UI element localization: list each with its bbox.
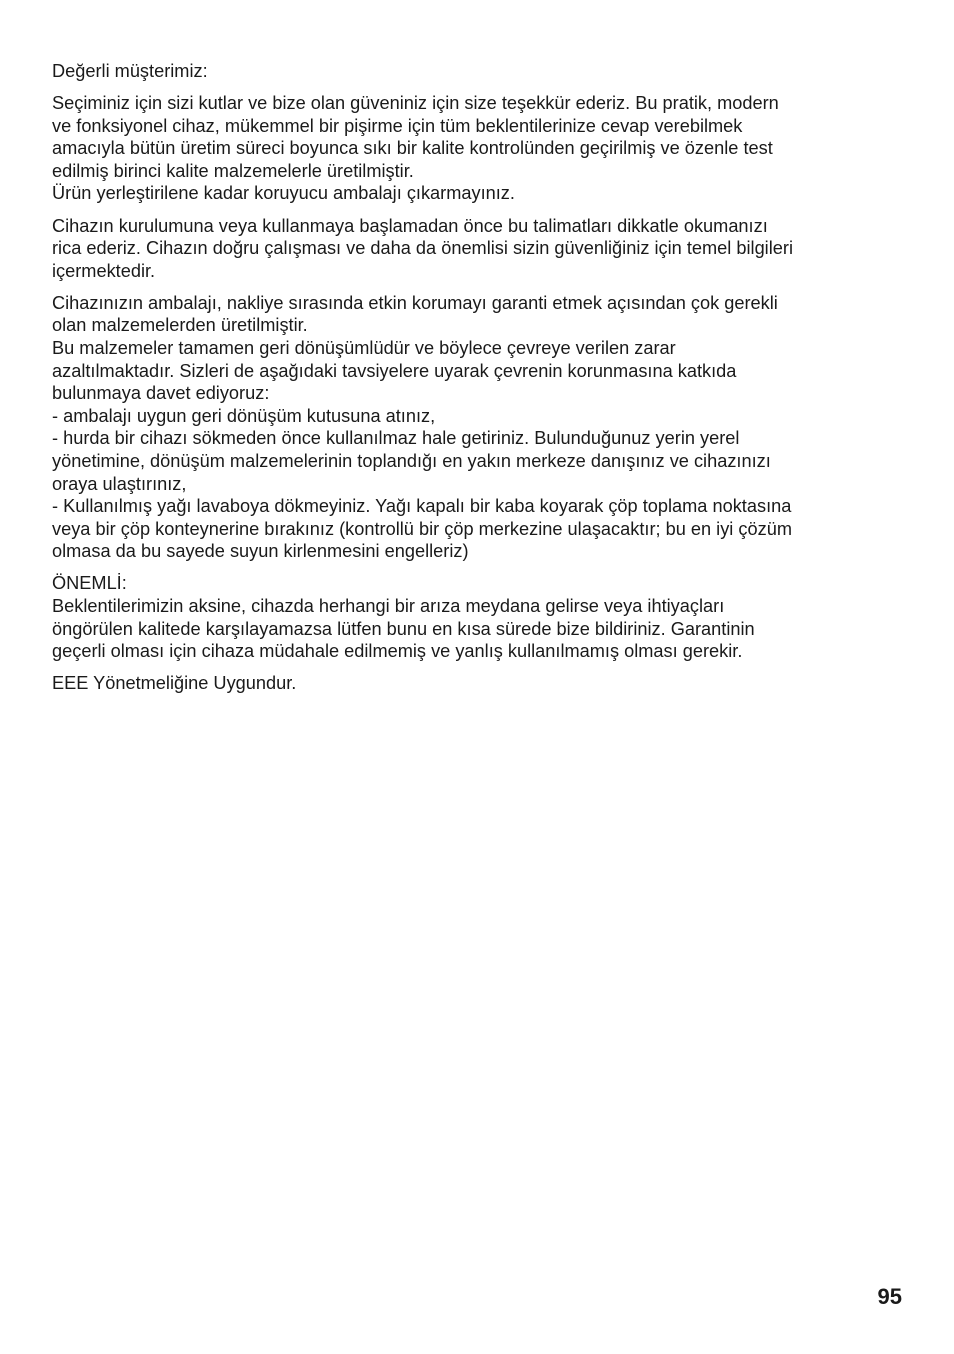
text-line: yönetimine, dönüşüm malzemelerinin toplandığı en yakın merkeze danışınız ve cihazınızı bbox=[52, 451, 771, 471]
compliance-paragraph bbox=[52, 672, 912, 695]
text-line: geçerli olması için cihaza müdahale edilmemiş ve yanlış kullanılmamış olması gerekir. bbox=[52, 641, 743, 662]
greeting-paragraph bbox=[52, 60, 912, 83]
text-line: ve fonksiyonel cihaz, mükemmel bir pişirme için tüm beklentilerinize cevap verebilmek bbox=[52, 115, 743, 136]
list-item: - hurda bir cihazı sökmeden önce kullanılmaz hale getiriniz. Bulunduğunuz yerin yerel bbox=[52, 428, 740, 449]
important-paragraph bbox=[52, 572, 912, 662]
text-line: Cihazınızın ambalajı, nakliye sırasında etkin korumayı garanti etmek açısından çok gerekli bbox=[52, 292, 778, 313]
text-line: azaltılmaktadır. Sizleri de aşağıdaki tavsiyelere uyarak çevrenin korunmasına katkıda bbox=[52, 360, 737, 381]
thanks-paragraph bbox=[52, 92, 912, 205]
text-line: olmasa da bu sayede suyun kirlenmesini engelleriz) bbox=[52, 541, 469, 562]
text-line: Ürün yerleştirilene kadar koruyucu ambalajı çıkarmayınız. bbox=[52, 183, 515, 204]
page-number: 95 bbox=[877, 1284, 902, 1309]
text-line: EEE Yönetmeliğine Uygundur. bbox=[52, 673, 297, 694]
text-line: içermektedir. bbox=[52, 260, 156, 281]
text-line: oraya ulaştırınız, bbox=[52, 473, 187, 494]
text-line: Değerli müşterimiz: bbox=[52, 61, 208, 81]
text-line: rica ederiz. Cihazın doğru çalışması ve daha da önemlisi sizin güvenliğiniz için temel bilgileri bbox=[52, 238, 793, 259]
text-line: bulunmaya davet ediyoruz: bbox=[52, 383, 270, 404]
text-line: Cihazın kurulumuna veya kullanmaya başlamadan önce bu talimatları dikkatle okumanızı bbox=[52, 215, 768, 236]
text-line: veya bir çöp konteynerine bırakınız (kontrollü bir çöp merkezine ulaşacaktır; bu en iyi çözüm bbox=[52, 518, 792, 539]
text-line: Bu malzemeler tamamen geri dönüşümlüdür ve böylece çevreye verilen zarar bbox=[52, 338, 676, 359]
document-body bbox=[52, 60, 912, 704]
text-line: amacıyla bütün üretim süreci boyunca sıkı bir kalite kontrolünden geçirilmiş ve özenle test bbox=[52, 138, 773, 159]
list-item: - ambalajı uygun geri dönüşüm kutusuna atınız, bbox=[52, 405, 436, 426]
text-line: edilmiş birinci kalite malzemelerle üretilmiştir. bbox=[52, 160, 414, 181]
text-line: Seçiminiz için sizi kutlar ve bize olan güveniniz için size teşekkür ederiz. Bu pratik, modern bbox=[52, 93, 779, 114]
text-line: öngörülen kalitede karşılayamazsa lütfen bunu en kısa sürede bize bildiriniz. Garantinin bbox=[52, 618, 755, 639]
text-line: olan malzemelerden üretilmiştir. bbox=[52, 315, 308, 336]
text-line: Beklentilerimizin aksine, cihazda herhangi bir arıza meydana gelirse veya ihtiyaçları bbox=[52, 596, 725, 617]
environment-paragraph bbox=[52, 292, 912, 563]
instructions-paragraph bbox=[52, 215, 912, 283]
important-heading: ÖNEMLİ: bbox=[52, 573, 127, 594]
list-item: - Kullanılmış yağı lavaboya dökmeyiniz. Yağı kapalı bir kaba koyarak çöp toplama noktasına bbox=[52, 496, 792, 517]
